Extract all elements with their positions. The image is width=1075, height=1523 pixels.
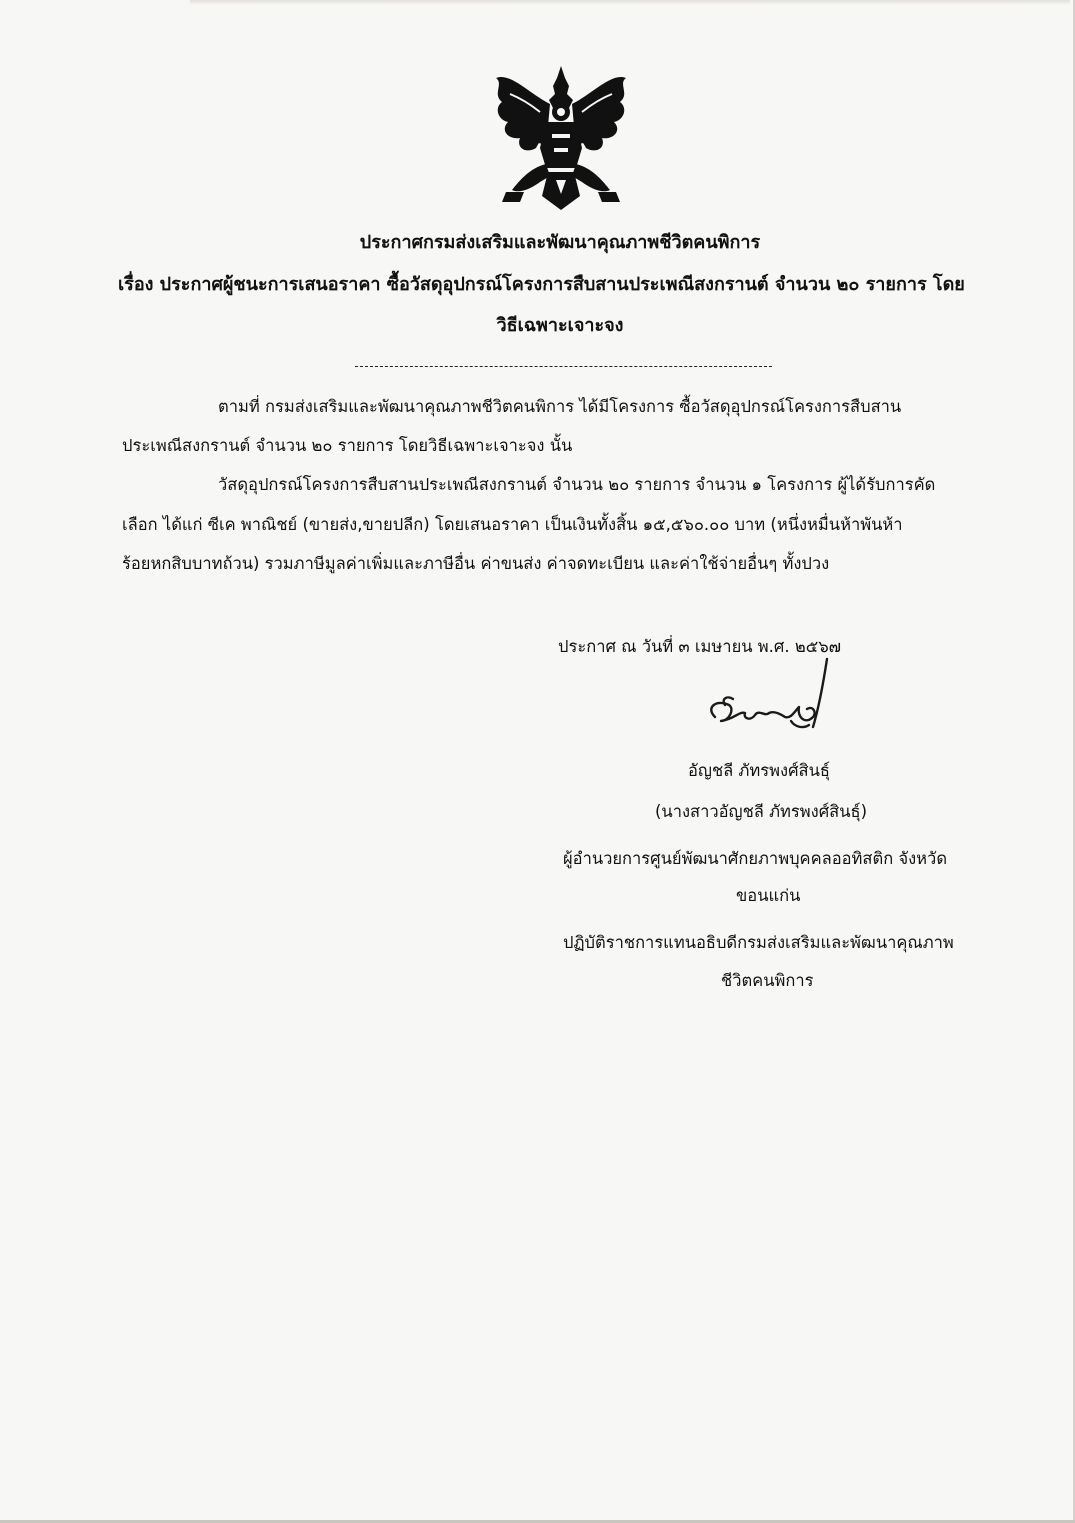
announcement-date: ประกาศ ณ วันที่ ๓ เมษายน พ.ศ. ๒๕๖๗	[558, 637, 842, 656]
paragraph-2-line-2: เลือก ได้แก่ ซีเค พาณิชย์ (ขายส่ง,ขายปลีก) โดยเสนอราคา เป็นเงินทั้งสิ้น ๑๕,๕๖๐.๐๐ บาท (หนึ่งหมื่นห้าพันห้า	[122, 515, 903, 534]
acting-line-2: ชีวิตคนพิการ	[721, 971, 814, 990]
scan-edge-top	[190, 0, 1070, 5]
paragraph-2-line-1: วัสดุอุปกรณ์โครงการสืบสานประเพณีสงกรานต์ จำนวน ๒๐ รายการ จำนวน ๑ โครงการ ผู้ได้รับการคัด	[218, 475, 936, 494]
signer-full-name: (นางสาวอัญชลี ภัทรพงศ์สินธุ์)	[655, 802, 868, 821]
signer-position-line-1: ผู้อำนวยการศูนย์พัฒนาศักยภาพบุคคลออทิสติก จังหวัด	[563, 849, 948, 868]
paragraph-2-line-3: ร้อยหกสิบบาทถ้วน) รวมภาษีมูลค่าเพิ่มและภาษีอื่น ค่าขนส่ง ค่าจดทะเบียน และค่าใช้จ่ายอื่นๆ ทั้งปวง	[122, 554, 830, 573]
announcement-title: ประกาศกรมส่งเสริมและพัฒนาคุณภาพชีวิตคนพิการ	[359, 232, 761, 253]
acting-line-1: ปฏิบัติราชการแทนอธิบดีกรมส่งเสริมและพัฒนาคุณภาพ	[563, 933, 954, 952]
signer-name: อัญชลี ภัทรพงศ์สินธุ์	[688, 761, 830, 780]
announcement-subject: เรื่อง ประกาศผู้ชนะการเสนอราคา ซื้อวัสดุอุปกรณ์โครงการสืบสานประเพณีสงกรานต์ จำนวน ๒๐ รายการ โดย	[118, 274, 965, 295]
dashed-divider	[355, 366, 772, 367]
announcement-subject-cont: วิธีเฉพาะเจาะจง	[496, 315, 624, 336]
paragraph-1-line-2: ประเพณีสงกรานต์ จำนวน ๒๐ รายการ โดยวิธีเฉพาะเจาะจง นั้น	[122, 436, 573, 455]
handwritten-signature	[695, 655, 865, 745]
signer-position-line-2: ขอนแก่น	[736, 886, 801, 905]
paragraph-1-line-1: ตามที่ กรมส่งเสริมและพัฒนาคุณภาพชีวิตคนพิการ ได้มีโครงการ ซื้อวัสดุอุปกรณ์โครงการสืบสาน	[218, 397, 902, 416]
garuda-emblem-icon	[490, 64, 632, 214]
